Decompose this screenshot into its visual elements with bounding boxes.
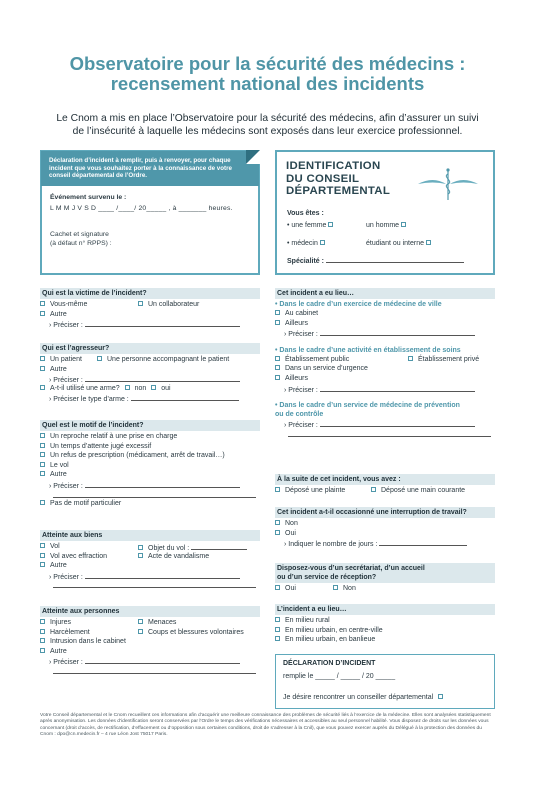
secretariat-title bbox=[275, 563, 495, 583]
option-medecin[interactable] bbox=[287, 240, 330, 247]
preciser-label: › Préciser : bbox=[49, 659, 83, 667]
secretariat-title-2: ou d’un service de réception? bbox=[277, 574, 377, 581]
blank-line[interactable] bbox=[40, 490, 260, 500]
checkbox[interactable] bbox=[40, 366, 45, 371]
declaration-mini-box bbox=[275, 654, 495, 709]
blank-line[interactable] bbox=[275, 429, 495, 439]
preciser-field[interactable] bbox=[40, 319, 260, 329]
checkbox[interactable] bbox=[40, 311, 45, 316]
cachet-field[interactable] bbox=[50, 230, 112, 248]
ville-heading: • Dans le cadre d’un exercice de médecine de ville bbox=[275, 301, 442, 308]
option-non[interactable] bbox=[275, 519, 495, 529]
option-label: Coups et blessures volontaires bbox=[148, 628, 244, 636]
checkbox[interactable] bbox=[40, 471, 45, 476]
victime-title: Qui est la victime de l’incident? bbox=[40, 288, 260, 299]
checkbox[interactable] bbox=[40, 385, 45, 390]
checkbox[interactable] bbox=[40, 629, 45, 634]
preciser-line[interactable] bbox=[85, 656, 240, 664]
checkbox[interactable] bbox=[40, 452, 45, 457]
specialite-field[interactable] bbox=[287, 256, 464, 265]
checkbox-oui[interactable] bbox=[151, 385, 156, 390]
suite-title: À la suite de cet incident, vous avez : bbox=[275, 474, 495, 485]
option-label: Autre bbox=[50, 647, 67, 655]
etablissement-heading: • Dans le cadre d’une activité en établissement de soins bbox=[275, 346, 461, 354]
option-centre-ville[interactable] bbox=[275, 626, 495, 636]
motif-title: Quel est le motif de l’incident? bbox=[40, 420, 260, 431]
option-label: Harcèlement bbox=[50, 628, 90, 636]
option-vandalisme[interactable] bbox=[138, 552, 209, 562]
jours-label: › Indiquer le nombre de jours : bbox=[284, 541, 378, 549]
preciser-field[interactable] bbox=[40, 571, 260, 581]
checkbox[interactable] bbox=[40, 301, 45, 306]
section-interruption bbox=[275, 507, 495, 548]
row bbox=[40, 542, 260, 552]
preciser-field[interactable] bbox=[40, 656, 260, 666]
preciser-line[interactable] bbox=[320, 328, 475, 336]
declaration-box bbox=[40, 150, 260, 275]
preciser-field-2[interactable] bbox=[275, 384, 495, 394]
option-une-femme[interactable] bbox=[287, 222, 338, 229]
checkbox[interactable] bbox=[40, 543, 45, 548]
option-label: Déposé une plainte bbox=[285, 487, 346, 494]
option-un-patient[interactable] bbox=[40, 356, 82, 363]
blank-line[interactable] bbox=[40, 580, 260, 590]
title-line-2: recensement national des incidents bbox=[110, 73, 425, 94]
checkbox[interactable] bbox=[438, 694, 443, 699]
option-label: Oui bbox=[285, 529, 296, 537]
section-biens bbox=[40, 530, 260, 590]
row bbox=[40, 618, 260, 628]
une-femme-label: • une femme bbox=[287, 222, 327, 229]
event-label: Événement survenu le : bbox=[50, 194, 127, 201]
specialite-label: Spécialité : bbox=[287, 258, 324, 265]
arme-type-field[interactable] bbox=[40, 393, 260, 403]
lieu-milieu-title: L’incident a eu lieu… bbox=[275, 604, 495, 615]
option-label: Établissement public bbox=[285, 355, 350, 363]
option-intrusion[interactable] bbox=[40, 637, 260, 647]
option-label: Un reproche relatif à une prise en charge bbox=[50, 433, 178, 440]
row bbox=[40, 300, 260, 310]
checkbox[interactable] bbox=[275, 365, 280, 370]
option-label: Autre bbox=[50, 310, 67, 318]
option-public[interactable] bbox=[275, 356, 349, 363]
checkbox[interactable] bbox=[275, 585, 280, 590]
caduceus-logo-icon bbox=[413, 164, 483, 204]
checkbox[interactable] bbox=[426, 240, 431, 245]
checkbox[interactable] bbox=[401, 222, 406, 227]
checkbox[interactable] bbox=[138, 301, 143, 306]
fill-line[interactable] bbox=[53, 490, 256, 498]
agresseur-title: Qui est l’agresseur? bbox=[40, 343, 260, 354]
prevention-heading-1: • Dans le cadre d’un service de médecine de prévention bbox=[275, 402, 460, 410]
intro-line-2: de l’insécurité à laquelle les médecins sont exposés dans leur exercice professionnel. bbox=[72, 126, 463, 137]
option-label: Autre bbox=[50, 562, 67, 570]
remplie-le-field[interactable]: remplie le _____ / _____ / 20 _____ bbox=[283, 673, 396, 680]
option-rural[interactable] bbox=[275, 616, 495, 626]
option-coups-blessures[interactable] bbox=[138, 628, 244, 638]
rencontrer-label: Je désire rencontrer un conseiller départemental bbox=[283, 694, 434, 701]
option-autre[interactable] bbox=[40, 470, 260, 480]
preciser-label: › Préciser : bbox=[284, 386, 318, 394]
cachet-label: Cachet et signature bbox=[50, 231, 109, 238]
checkbox[interactable] bbox=[275, 356, 280, 361]
option-oui[interactable] bbox=[275, 585, 296, 592]
section-personnes bbox=[40, 606, 260, 676]
option-vol[interactable] bbox=[40, 461, 260, 471]
checkbox[interactable] bbox=[40, 462, 45, 467]
footer-legal-text: Votre Conseil départemental et le Cnom recueillent ces informations afin d’acquérir une meilleure connaissance des problèmes de sécurité liés à l’exercice de la médecine. Elles sont analysées statistiquement après anonymisation. Les données d’identification seront conservées par l’Ordre le temps des vérifications nécessaires et accessibles au seul personnel habilité. Vous disposez de droits sur les données vous concernant (droit d’accès, de rectification, d’effacement ou d’opposition sous certaines conditions, droit de s’adresser à la Cnil), que vous pouvez exercer auprès du Délégué à la protection des données du Cnom : dpo@cn.medecin.fr – 4 rue Léon Jost 75017 Paris. bbox=[40, 713, 491, 737]
row bbox=[40, 628, 260, 638]
option-un-homme[interactable] bbox=[366, 222, 411, 229]
option-vol-effraction[interactable] bbox=[40, 553, 107, 560]
checkbox[interactable] bbox=[40, 356, 45, 361]
non-label: non bbox=[134, 384, 147, 392]
preciser-line[interactable] bbox=[85, 319, 240, 327]
checkbox[interactable] bbox=[275, 636, 280, 641]
checkbox[interactable] bbox=[40, 619, 45, 624]
page-title bbox=[20, 54, 515, 94]
option-autre[interactable] bbox=[40, 561, 260, 571]
un-homme-label: un homme bbox=[366, 222, 400, 229]
option-label: En milieu urbain, en banlieue bbox=[285, 636, 376, 644]
identification-title-3: DÉPARTEMENTAL bbox=[286, 185, 391, 197]
option-label: Dans un service d’urgence bbox=[285, 365, 368, 373]
section-victime bbox=[40, 288, 260, 329]
option-banlieue[interactable] bbox=[275, 635, 495, 645]
declaration-header bbox=[41, 151, 259, 186]
checkbox[interactable] bbox=[40, 648, 45, 653]
preciser-label: › Préciser : bbox=[49, 322, 83, 330]
checkbox[interactable] bbox=[40, 500, 45, 505]
event-date-field[interactable]: L M M J V S D ____ /____/ 20_____ , à _______ heures. bbox=[50, 205, 233, 212]
secretariat-title-1: Disposez-vous d’un secrétariat, d’un accueil bbox=[277, 565, 425, 572]
preciser-label: › Préciser : bbox=[284, 331, 318, 339]
preciser-field[interactable] bbox=[40, 374, 260, 384]
option-label: Vous-même bbox=[50, 301, 88, 308]
option-oui[interactable] bbox=[275, 529, 495, 539]
checkbox[interactable] bbox=[138, 629, 143, 634]
arme-question bbox=[40, 384, 260, 394]
declaration-mini-title: DÉCLARATION D’INCIDENT bbox=[283, 660, 376, 667]
option-accompagnant[interactable] bbox=[97, 355, 229, 365]
option-label: Déposé une main courante bbox=[381, 487, 466, 494]
preciser-line[interactable] bbox=[320, 384, 475, 392]
identification-title-2: DU CONSEIL bbox=[286, 172, 360, 185]
checkbox[interactable] bbox=[275, 627, 280, 632]
option-main-courante[interactable] bbox=[371, 486, 465, 496]
preciser-line[interactable] bbox=[85, 374, 240, 382]
section-suite bbox=[275, 474, 495, 496]
objet-line[interactable] bbox=[191, 542, 247, 550]
arme-label: A-t-il utilisé une arme? bbox=[50, 384, 120, 392]
option-label: Au cabinet bbox=[285, 310, 319, 317]
intro-line-1: Le Cnom a mis en place l’Observatoire pour la sécurité des médecins, afin d’assurer un suivi bbox=[56, 113, 479, 124]
option-menaces[interactable] bbox=[138, 618, 176, 628]
intro-text bbox=[30, 112, 505, 138]
option-ailleurs-2[interactable] bbox=[275, 374, 495, 384]
option-autre[interactable] bbox=[40, 310, 260, 320]
identification-title bbox=[286, 160, 390, 198]
fill-line[interactable] bbox=[288, 429, 491, 437]
option-label: Un refus de prescription (médicament, arrêt de travail…) bbox=[50, 452, 225, 460]
option-label: Vol bbox=[50, 543, 60, 550]
checkbox[interactable] bbox=[40, 433, 45, 438]
option-label: Autre bbox=[50, 471, 67, 479]
checkbox[interactable] bbox=[138, 619, 143, 624]
option-label: Ailleurs bbox=[285, 319, 308, 327]
title-line-1: Observatoire pour la sécurité des médecins : bbox=[69, 53, 466, 74]
preciser-label: › Préciser : bbox=[49, 482, 83, 490]
checkbox[interactable] bbox=[408, 356, 413, 361]
option-label: Établissement privé bbox=[418, 355, 480, 363]
checkbox[interactable] bbox=[40, 562, 45, 567]
vous-etes-label: Vous êtes : bbox=[287, 210, 324, 217]
option-autre[interactable] bbox=[40, 365, 260, 375]
option-label: Autre bbox=[50, 365, 67, 373]
blank-line[interactable] bbox=[40, 666, 260, 676]
preciser-label: › Préciser : bbox=[49, 573, 83, 581]
checkbox[interactable] bbox=[275, 320, 280, 325]
option-label: Une personne accompagnant le patient bbox=[107, 356, 230, 363]
option-label: Non bbox=[343, 585, 356, 592]
option-label: Intrusion dans le cabinet bbox=[50, 638, 126, 646]
checkbox[interactable] bbox=[275, 617, 280, 622]
oui-label: oui bbox=[161, 384, 171, 392]
option-vous-meme[interactable] bbox=[40, 301, 87, 308]
row bbox=[275, 486, 495, 496]
biens-title: Atteinte aux biens bbox=[40, 530, 260, 541]
spacer bbox=[275, 393, 495, 401]
preciser-field-3[interactable] bbox=[275, 419, 495, 429]
option-label: En milieu urbain, en centre-ville bbox=[285, 626, 383, 634]
checkbox[interactable] bbox=[320, 240, 325, 245]
prevention-heading bbox=[275, 401, 495, 419]
preciser-label: › Préciser : bbox=[49, 377, 83, 385]
folded-corner-icon bbox=[246, 150, 260, 164]
option-refus-prescription[interactable] bbox=[40, 451, 260, 461]
option-label: En milieu rural bbox=[285, 617, 330, 624]
identification-title-1: IDENTIFICATION bbox=[286, 160, 381, 172]
checkbox[interactable] bbox=[275, 375, 280, 380]
option-harcelement[interactable] bbox=[40, 629, 90, 636]
option-urgence[interactable] bbox=[275, 364, 495, 374]
option-reproche[interactable] bbox=[40, 432, 260, 442]
option-label: Un patient bbox=[50, 356, 82, 363]
preciser-line[interactable] bbox=[320, 419, 475, 427]
prevention-heading-2: ou de contrôle bbox=[275, 411, 324, 419]
checkbox[interactable] bbox=[275, 310, 280, 315]
option-collaborateur[interactable] bbox=[138, 300, 199, 310]
spacer bbox=[275, 338, 495, 346]
specialite-input-line[interactable] bbox=[326, 256, 464, 263]
option-label: Vol avec effraction bbox=[50, 552, 108, 560]
jours-line[interactable] bbox=[379, 538, 467, 546]
option-plainte[interactable] bbox=[275, 487, 345, 494]
option-label: Ailleurs bbox=[285, 374, 308, 382]
row bbox=[275, 584, 495, 594]
rpps-label: (à défaut n° RPPS) : bbox=[50, 240, 112, 247]
checkbox[interactable] bbox=[97, 356, 102, 361]
section-lieu bbox=[275, 288, 495, 438]
lieu-title: Cet incident a eu lieu… bbox=[275, 288, 495, 299]
checkbox[interactable] bbox=[275, 530, 280, 535]
checkbox[interactable] bbox=[333, 585, 338, 590]
option-label: Le vol bbox=[50, 461, 69, 469]
preciser-field[interactable] bbox=[275, 328, 495, 338]
etudiant-label: étudiant ou interne bbox=[366, 240, 424, 247]
option-label: Un temps d’attente jugé excessif bbox=[50, 442, 152, 450]
row bbox=[40, 355, 260, 365]
option-cabinet[interactable] bbox=[275, 309, 495, 319]
arme-type-label: › Préciser le type d’arme : bbox=[49, 396, 129, 404]
option-temps-attente[interactable] bbox=[40, 442, 260, 452]
option-label: Menaces bbox=[148, 619, 177, 626]
rencontrer-option[interactable] bbox=[283, 694, 448, 701]
option-prive[interactable] bbox=[408, 355, 479, 365]
option-label: Pas de motif particulier bbox=[50, 500, 122, 508]
checkbox[interactable] bbox=[40, 553, 45, 558]
option-non[interactable] bbox=[333, 584, 356, 594]
declaration-header-text: Déclaration d’incident à remplir, puis à renvoyer, pour chaque incident que vous souhaitez porter à la connaissance de votre conseil départemental de l’Ordre. bbox=[49, 157, 232, 180]
option-etudiant[interactable] bbox=[366, 240, 436, 247]
option-label: Non bbox=[285, 520, 298, 527]
personnes-title: Atteinte aux personnes bbox=[40, 606, 260, 617]
option-label: Objet du vol : bbox=[148, 545, 190, 552]
fill-line[interactable] bbox=[53, 666, 256, 674]
checkbox[interactable] bbox=[275, 487, 280, 492]
preciser-field[interactable] bbox=[40, 480, 260, 490]
option-injures[interactable] bbox=[40, 619, 71, 626]
jours-field[interactable] bbox=[275, 538, 495, 548]
option-label: Oui bbox=[285, 585, 296, 592]
section-motif bbox=[40, 420, 260, 509]
option-pas-de-motif[interactable] bbox=[40, 499, 260, 509]
checkbox-non[interactable] bbox=[125, 385, 130, 390]
checkbox[interactable] bbox=[40, 638, 45, 643]
checkbox[interactable] bbox=[371, 487, 376, 492]
row bbox=[275, 355, 495, 365]
checkbox[interactable] bbox=[275, 520, 280, 525]
row bbox=[40, 552, 260, 562]
preciser-line[interactable] bbox=[85, 480, 240, 488]
option-ailleurs[interactable] bbox=[275, 319, 495, 329]
section-lieu-milieu bbox=[275, 604, 495, 645]
checkbox[interactable] bbox=[40, 443, 45, 448]
section-secretariat bbox=[275, 563, 495, 594]
checkbox[interactable] bbox=[328, 222, 333, 227]
option-autre[interactable] bbox=[40, 647, 260, 657]
arme-type-line[interactable] bbox=[131, 393, 239, 401]
identification-box bbox=[275, 150, 495, 275]
option-label: Un collaborateur bbox=[148, 301, 200, 308]
option-label: Acte de vandalisme bbox=[148, 552, 210, 560]
medecin-label: • médecin bbox=[287, 240, 318, 247]
option-vol[interactable] bbox=[40, 543, 60, 550]
option-label: Injures bbox=[50, 619, 72, 626]
preciser-line[interactable] bbox=[85, 571, 240, 579]
interruption-title: Cet incident a-t-il occasionné une interruption de travail? bbox=[275, 507, 495, 518]
checkbox[interactable] bbox=[138, 545, 143, 550]
checkbox[interactable] bbox=[138, 553, 143, 558]
section-agresseur bbox=[40, 343, 260, 403]
fill-line[interactable] bbox=[53, 580, 256, 588]
preciser-label: › Préciser : bbox=[284, 422, 318, 430]
